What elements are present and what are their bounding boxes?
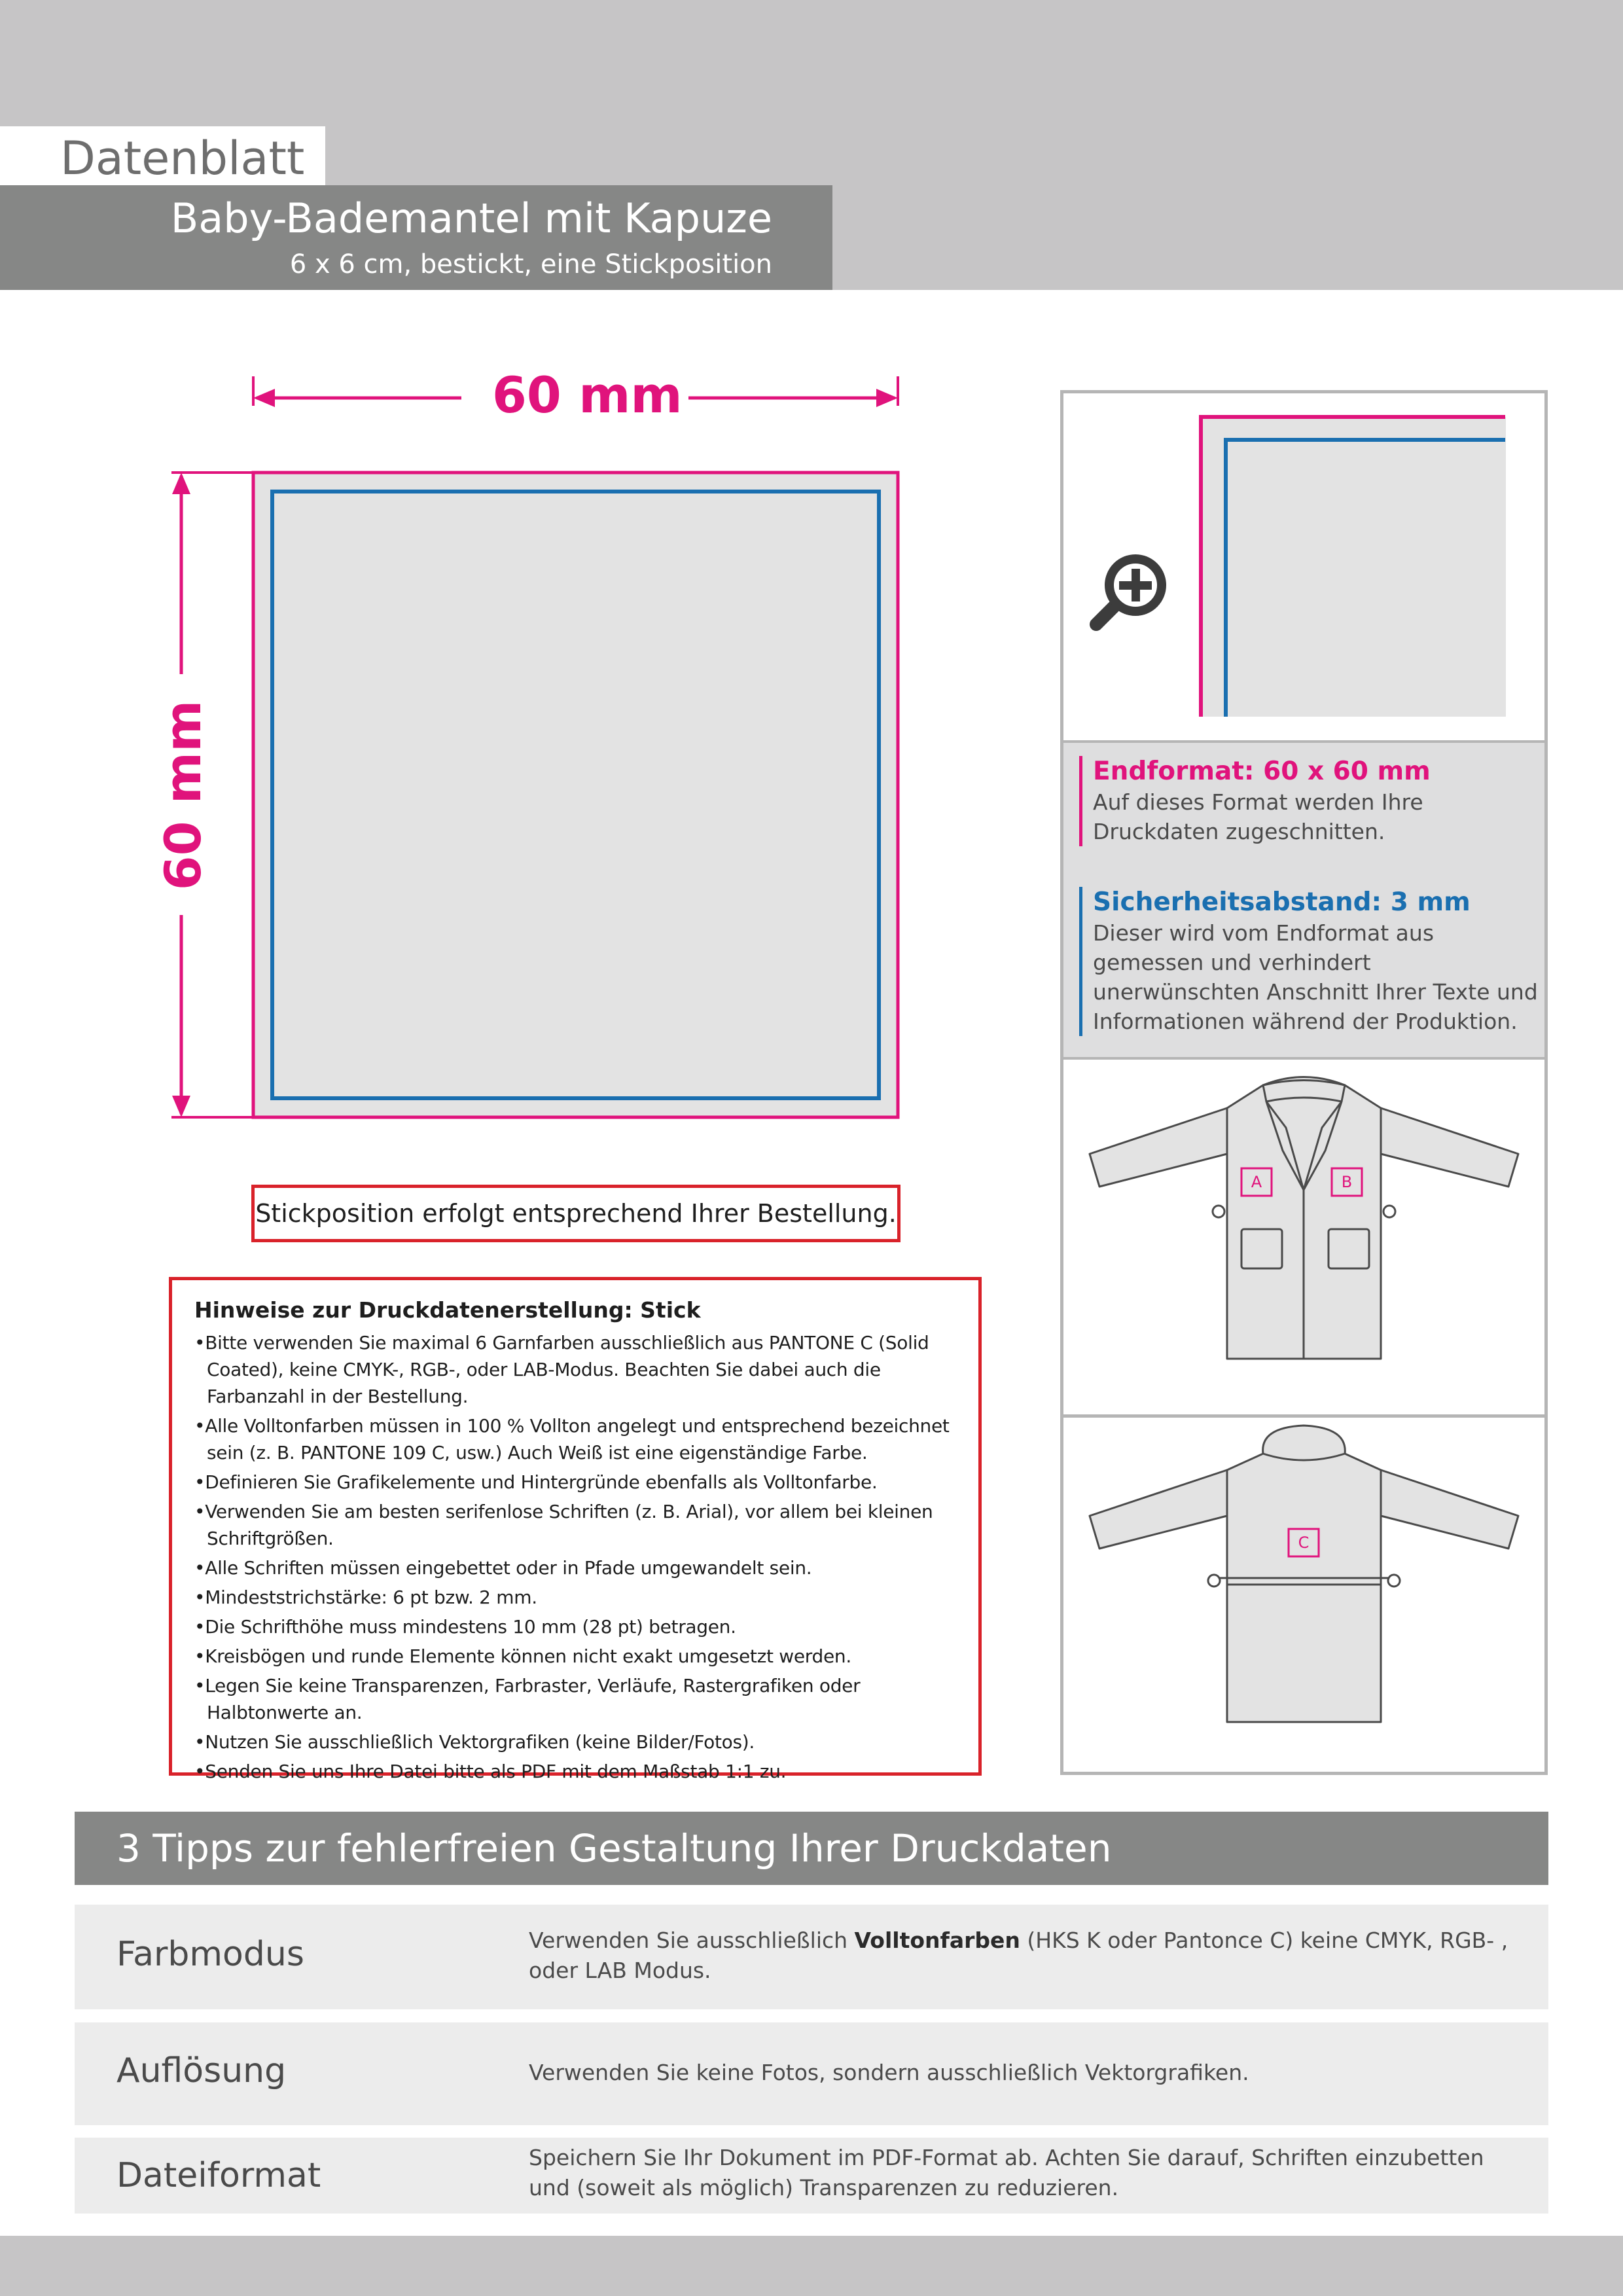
tip-text-bold: Volltonfarben	[854, 1928, 1020, 1953]
tip-text-part: (HKS K oder Pantonce C) keine CMYK, RGB- , oder LAB Modus.	[529, 1928, 1508, 1983]
robe-back-illustration	[1063, 1418, 1544, 1772]
hints-box	[169, 1277, 982, 1782]
robe-front-illustration	[1063, 1056, 1544, 1409]
hint-item: • Nutzen Sie ausschließlich Vektorgrafiken (keine Bilder/Fotos).	[194, 1729, 956, 1755]
hint-item: • Mindeststrichstärke: 6 pt bzw. 2 mm.	[194, 1584, 956, 1611]
panel-legend	[1063, 740, 1544, 1060]
tips-heading: 3 Tipps zur fehlerfreien Gestaltung Ihrer Druckdaten	[116, 1826, 1112, 1871]
doc-type-label: Datenblatt	[60, 132, 305, 185]
safety-block	[1079, 887, 1538, 1036]
endformat-block	[1079, 756, 1538, 846]
width-label: 60 mm	[492, 366, 683, 424]
product-title: Baby-Bademantel mit Kapuze	[170, 194, 772, 242]
tip-text-part: Verwenden Sie ausschließlich	[529, 1928, 855, 1953]
footer-band	[0, 2236, 1623, 2296]
tips-header	[75, 1812, 1548, 1885]
zoom-detail	[1063, 393, 1544, 740]
tip-row-farbmodus	[75, 1905, 1548, 2009]
stick-position-note: Stickposition erfolgt entsprechend Ihrer Bestellung.	[251, 1185, 901, 1242]
hints-title: Hinweise zur Druckdatenerstellung: Stick	[194, 1297, 701, 1323]
safety-text: Dieser wird vom Endformat aus gemessen und verhindert unerwünschten Anschnitt Ihrer Texte und Informationen während der Produktion.	[1093, 920, 1538, 1034]
format-diagram	[151, 367, 923, 1132]
tip-label: Farbmodus	[116, 1935, 304, 1974]
tip-label: Dateiformat	[116, 2156, 321, 2195]
hint-item: • Verwenden Sie am besten serifenlose Schriften (z. B. Arial), vor allem bei kleinen Schriftgrößen.	[194, 1498, 956, 1552]
zoom-in-icon	[1096, 559, 1162, 624]
hint-item: • Kreisbögen und runde Elemente können nicht exakt umgesetzt werden.	[194, 1643, 956, 1670]
hint-item: • Definieren Sie Grafikelemente und Hintergründe ebenfalls als Volltonfarbe.	[194, 1469, 956, 1496]
hint-item: • Bitte verwenden Sie maximal 6 Garnfarben ausschließlich aus PANTONE C (Solid Coated), keine CMYK-, RGB-, oder LAB-Modus. Beachten Sie dabei auch die Farbanzahl in der Bestellung.	[194, 1329, 956, 1410]
endformat-text: Auf dieses Format werden Ihre Druckdaten zugeschnitten.	[1093, 789, 1423, 844]
hint-item: • Alle Volltonfarben müssen in 100 % Vollton angelegt und entsprechend bezeichnet sein (z. B. PANTONE 109 C, usw.) Auch Weiß ist eine eigenständige Farbe.	[194, 1412, 956, 1466]
endformat-heading: Endformat: 60 x 60 mm	[1093, 757, 1431, 786]
trim-square	[253, 473, 898, 1117]
tip-row-dateiformat	[75, 2138, 1548, 2214]
position-b-label: B	[1341, 1173, 1353, 1191]
product-subtitle: 6 x 6 cm, bestickt, eine Stickposition	[289, 249, 772, 279]
doc-type-tab	[0, 126, 325, 185]
height-label: 60 mm	[154, 700, 212, 891]
hint-item: • Legen Sie keine Transparenzen, Farbraster, Verläufe, Rastergrafiken oder Halbtonwerte an.	[194, 1672, 956, 1726]
safety-heading: Sicherheitsabstand: 3 mm	[1093, 888, 1471, 917]
info-panel	[1060, 390, 1548, 1775]
tip-label: Auflösung	[116, 2051, 287, 2090]
title-bar	[0, 185, 832, 290]
hint-item: • Alle Schriften müssen eingebettet oder in Pfade umgewandelt sein.	[194, 1554, 956, 1581]
tip-text: Verwenden Sie keine Fotos, sondern ausschließlich Vektorgrafiken.	[529, 2060, 1249, 2085]
hint-item: • Senden Sie uns Ihre Datei bitte als PDF mit dem Maßstab 1:1 zu.	[194, 1758, 956, 1785]
hint-item: • Die Schrifthöhe muss mindestens 10 mm (28 pt) betragen.	[194, 1613, 956, 1640]
tip-text	[529, 1926, 1530, 1986]
hints-list	[194, 1329, 956, 1785]
tip-text: Speichern Sie Ihr Dokument im PDF-Format ab. Achten Sie darauf, Schriften einzubetten und (soweit als möglich) Transparenzen zu reduzieren.	[529, 2145, 1484, 2200]
position-a-label: A	[1251, 1173, 1262, 1191]
tip-row-aufloesung	[75, 2022, 1548, 2125]
position-c-label: C	[1298, 1534, 1310, 1552]
